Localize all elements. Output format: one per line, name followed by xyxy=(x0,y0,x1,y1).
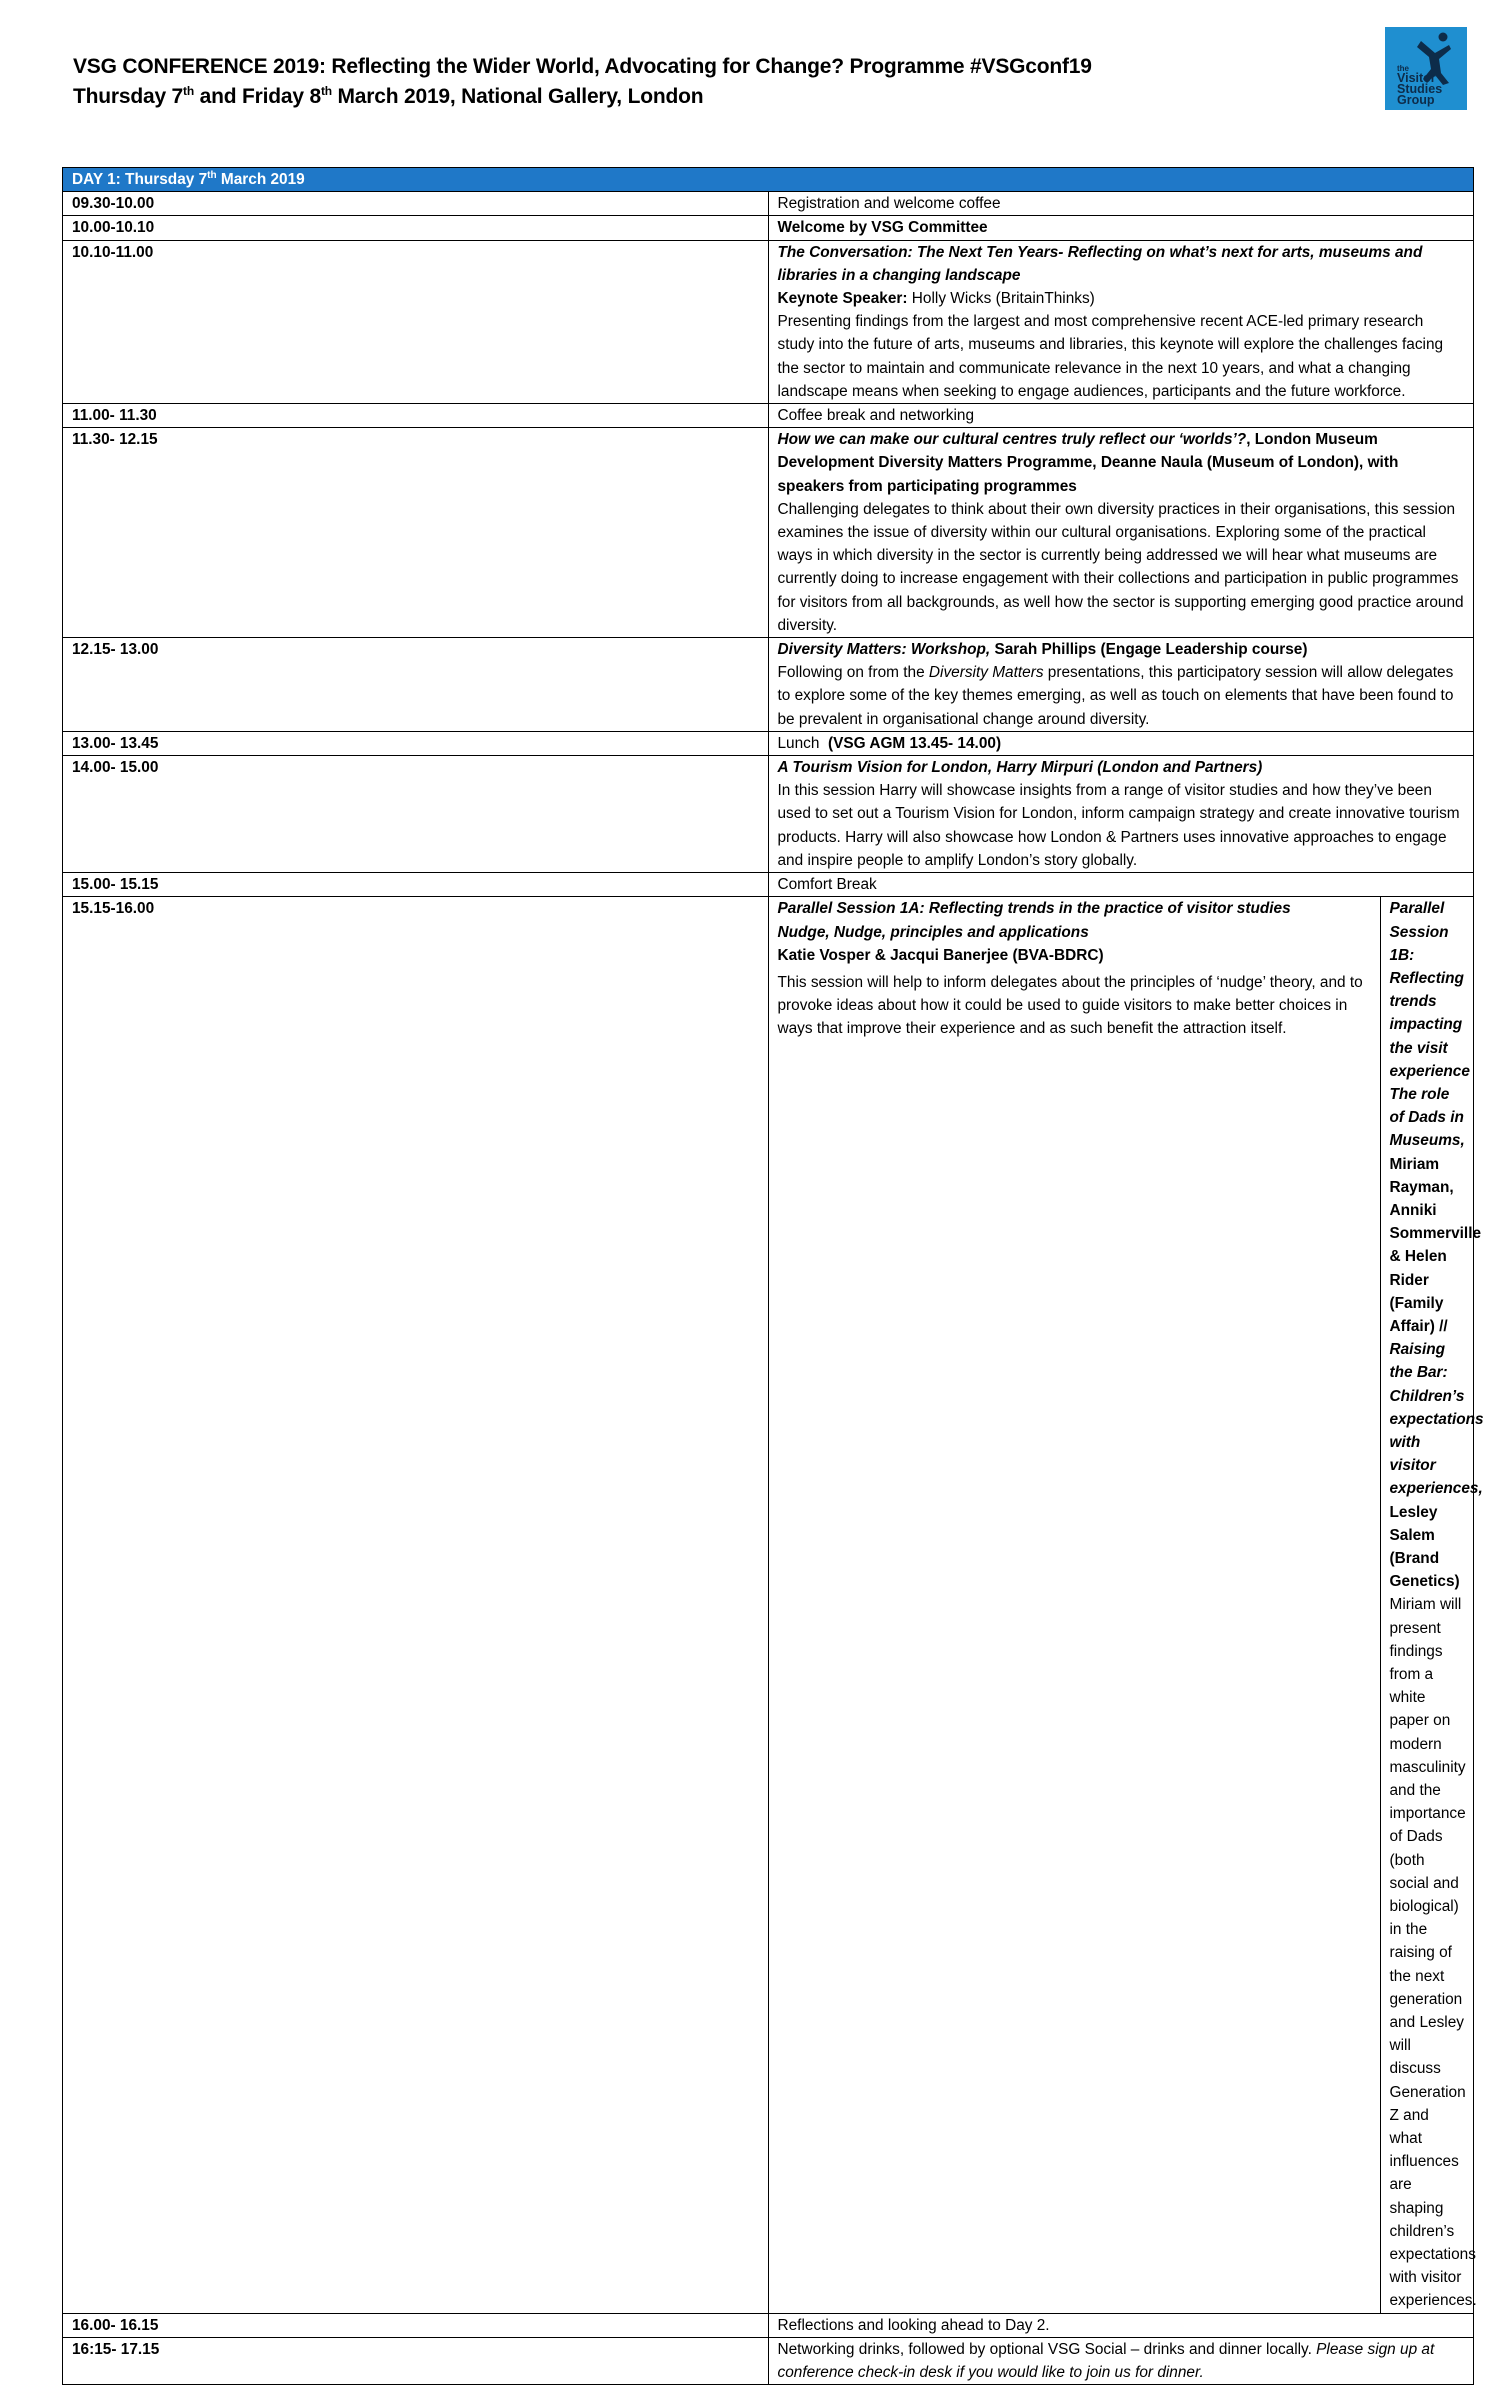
session-text: Lunch (VSG AGM 13.45- 14.00) xyxy=(768,731,1474,755)
parallel-session-1a xyxy=(769,897,1381,2312)
session-title: Nudge, Nudge, principles and applications xyxy=(777,923,1089,941)
vsg-logo: the Visitor Studies Group xyxy=(1385,27,1467,110)
table-row xyxy=(63,638,1474,732)
parallel-session-1b xyxy=(1380,897,1484,2312)
session-text: Comfort Break xyxy=(768,873,1474,897)
session-time: 12.15- 13.00 xyxy=(63,638,769,732)
session-speakers: Katie Vosper & Jacqui Banerjee (BVA-BDRC) xyxy=(777,946,1104,964)
session-time: 16.00- 16.15 xyxy=(63,2313,769,2337)
page-title xyxy=(73,52,1092,112)
table-row xyxy=(63,192,1474,216)
session-description: This session will help to inform delegates about the principles of ‘nudge’ theory, and to provoke ideas about how it could be used to guide visitors to make better choices in ways that improve their experience and as such benefit the attraction itself. xyxy=(777,973,1363,1038)
session-heading: Parallel Session 1B: Reflecting trends impacting the visit experience xyxy=(1389,900,1470,1080)
session-description: Challenging delegates to think about their own diversity practices in their organisations, this session examines the issue of diversity within our cultural organisations. Exploring some of the practical ways in which diversity in the sector is currently being addressed we will hear what museums are currently doing to increase engagement with their collections and participation in public programmes for visitors from all backgrounds, as well how the sector is supporting emerging good practice around diversity. xyxy=(777,500,1464,634)
session-cell xyxy=(768,240,1474,403)
table-row xyxy=(63,731,1474,755)
session-text: Networking drinks, followed by optional VSG Social – drinks and dinner locally. Please sign up at conference check-in desk if you would like to join us for dinner. xyxy=(768,2337,1474,2384)
session-time: 14.00- 15.00 xyxy=(63,756,769,873)
title-line-2: Thursday 7th and Friday 8th March 2019, National Gallery, London xyxy=(73,84,704,108)
session-heading: Parallel Session 1A: Reflecting trends in the practice of visitor studies xyxy=(777,900,1291,918)
day-header: DAY 1: Thursday 7th March 2019 xyxy=(63,168,1474,192)
session-title: Diversity Matters: Workshop, Sarah Phillips (Engage Leadership course) xyxy=(777,641,1308,659)
table-row xyxy=(63,897,1474,2313)
session-cell xyxy=(768,756,1474,873)
table-row xyxy=(63,2337,1474,2384)
session-cell xyxy=(768,428,1474,638)
session-title: How we can make our cultural centres truly reflect our ‘worlds’?, London Museum Development Diversity Matters Programme, Deanne Naula (Museum of London), with speakers from participating programmes xyxy=(777,431,1399,495)
parallel-sessions xyxy=(768,897,1484,2313)
table-row xyxy=(63,756,1474,873)
session-text: Welcome by VSG Committee xyxy=(768,216,1474,240)
session-title: The Conversation: The Next Ten Years- Reflecting on what’s next for arts, museums and libraries in a changing landscape xyxy=(777,243,1423,284)
session-cell xyxy=(768,638,1474,732)
table-row xyxy=(63,2313,1474,2337)
session-time: 15.00- 15.15 xyxy=(63,873,769,897)
programme-table xyxy=(62,167,1484,2385)
session-time: 09.30-10.00 xyxy=(63,192,769,216)
table-row xyxy=(63,404,1474,428)
table-row xyxy=(63,240,1474,403)
session-time: 10.10-11.00 xyxy=(63,240,769,403)
session-title: A Tourism Vision for London, Harry Mirpuri (London and Partners) xyxy=(777,759,1263,777)
session-time: 11.30- 12.15 xyxy=(63,428,769,638)
session-time: 15.15-16.00 xyxy=(63,897,769,2313)
session-time: 13.00- 13.45 xyxy=(63,731,769,755)
session-time: 11.00- 11.30 xyxy=(63,404,769,428)
table-row xyxy=(63,216,1474,240)
session-text: Coffee break and networking xyxy=(768,404,1474,428)
session-description: In this session Harry will showcase insights from a range of visitor studies and how they’ve been used to set out a Tourism Vision for London, inform campaign strategy and create innovative tourism products. Harry will also showcase how London & Partners uses innovative approaches to engage and inspire people to amplify London’s story globally. xyxy=(777,782,1460,869)
table-row xyxy=(63,428,1474,638)
session-title: The role of Dads in Museums, Miriam Rayman, Anniki Sommerville & Helen Rider (Family Affair) // Raising the Bar: Children’s expectations with visitor experiences, Lesley Salem (Brand Genetics) xyxy=(1389,1085,1484,1591)
session-time: 16:15- 17.15 xyxy=(63,2337,769,2384)
session-time: 10.00-10.10 xyxy=(63,216,769,240)
session-speaker: Keynote Speaker: Holly Wicks (BritainThinks) xyxy=(777,290,1095,308)
session-text: Reflections and looking ahead to Day 2. xyxy=(768,2313,1474,2337)
session-description: Miriam will present findings from a white paper on modern masculinity and the importance of Dads (both social and biological) in the raising of the next generation and Lesley will discuss Generation Z and what influences are shaping children’s expectations with visitor experiences. xyxy=(1389,1596,1477,2310)
table-row xyxy=(63,873,1474,897)
session-text: Registration and welcome coffee xyxy=(768,192,1474,216)
session-description: Presenting findings from the largest and most comprehensive recent ACE-led primary research study into the future of arts, museums and libraries, this keynote will explore the challenges facing the sector to maintain and communicate relevance in the next 10 years, and what a changing landscape means when seeking to engage audiences, participants and the future workforce. xyxy=(777,313,1444,400)
session-description: Following on from the Diversity Matters presentations, this participatory session will allow delegates to explore some of the key themes emerging, as well as touch on elements that have been found to be prevalent in organisational change around diversity. xyxy=(777,664,1454,728)
title-line-1: VSG CONFERENCE 2019: Reflecting the Wider World, Advocating for Change? Programme #VSGconf19 xyxy=(73,55,1092,78)
